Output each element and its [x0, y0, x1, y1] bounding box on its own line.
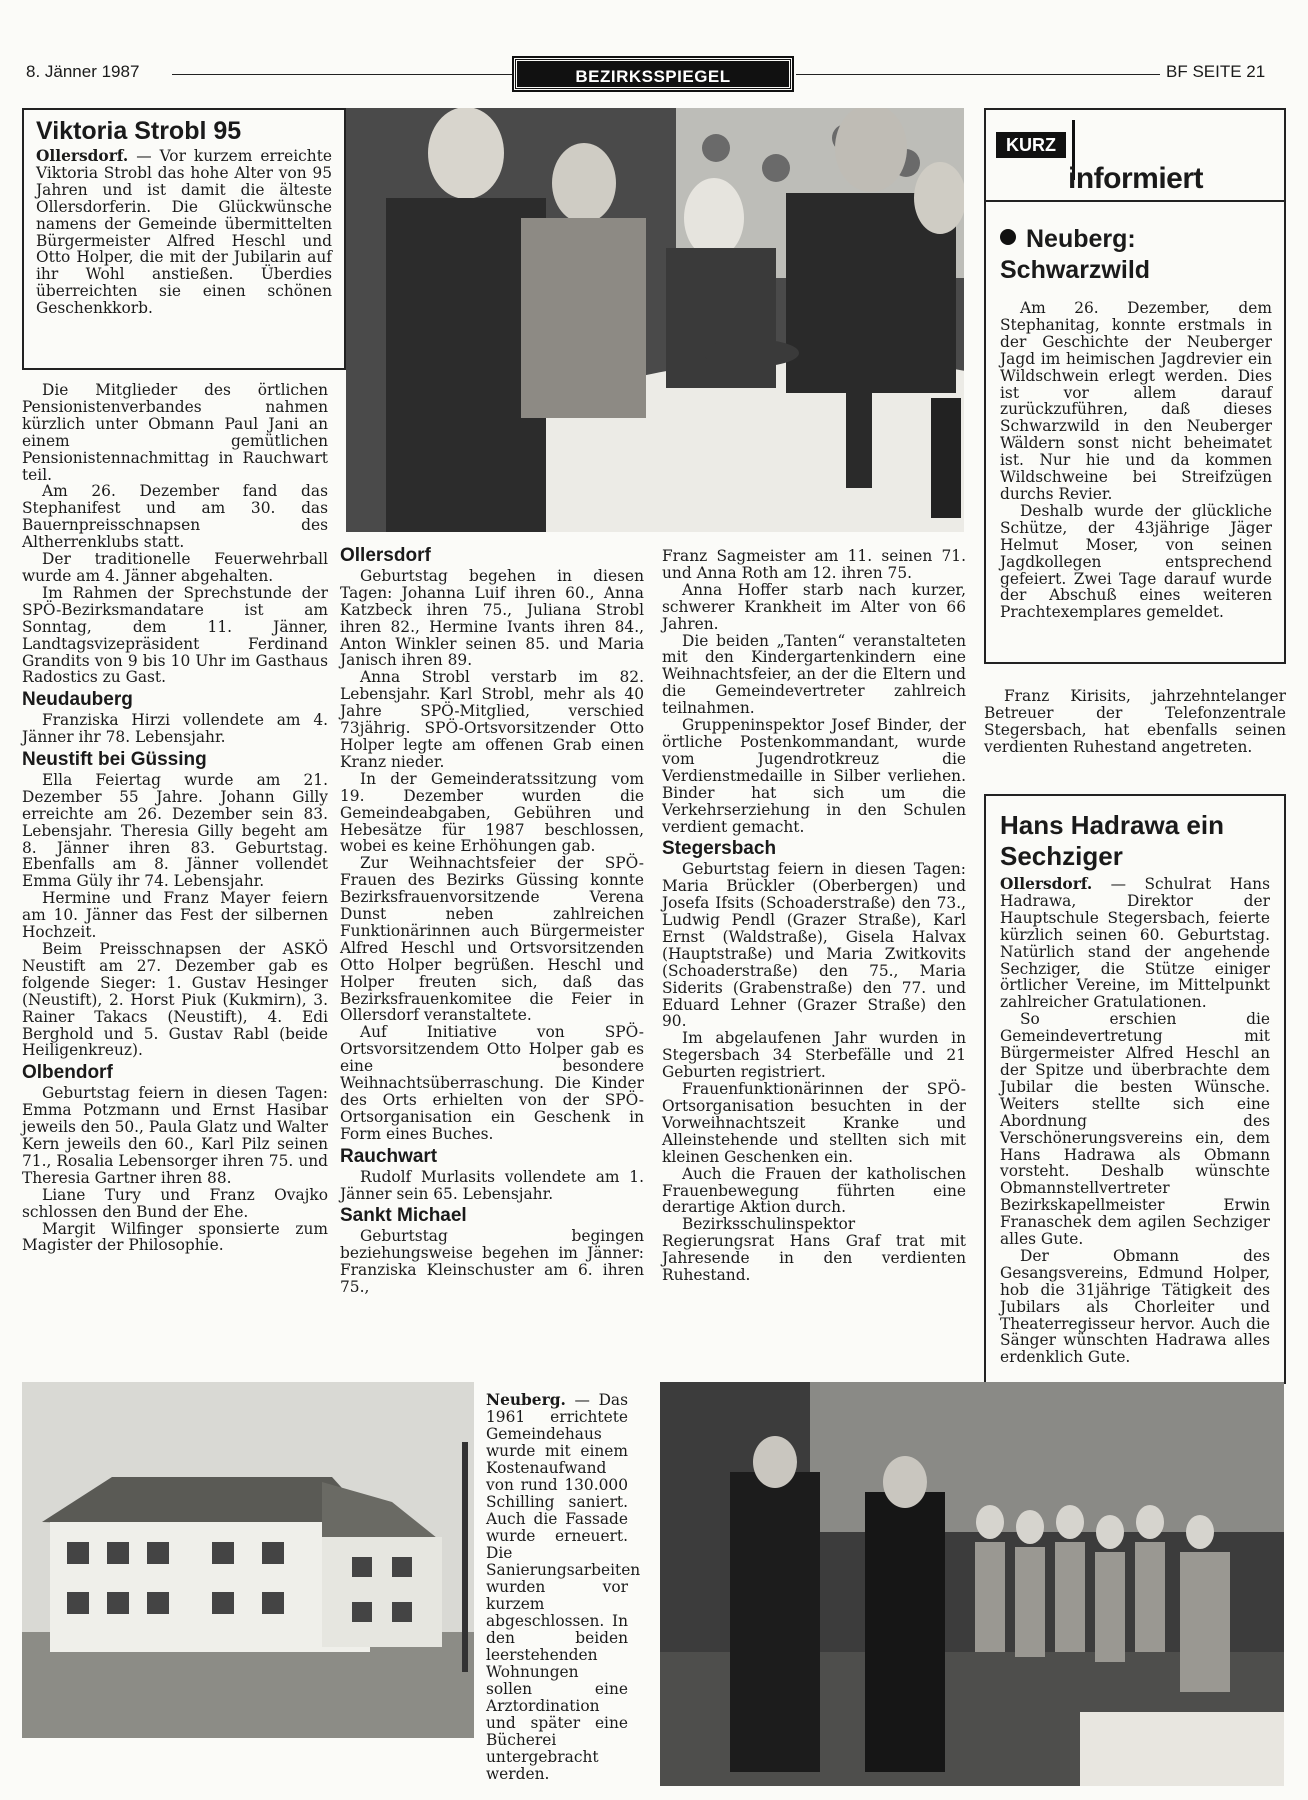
heading-sankt-michael: Sankt Michael	[340, 1205, 467, 1227]
hadrawa-p1: — Schulrat Hans Hadrawa, Direktor der Hauptschule Stegersbach, feierte kürzlich seinen 60. Geburtstag. Natürlich stand der angehende Sechziger, die Stütze einiger örtlicher Vereine, im Mittelpunkt zahlreicher Gratulationen.	[1000, 875, 1270, 1012]
kurz-p1: Am 26. Dezember, dem Stephanitag, konnte erstmals in der Geschichte der Neuberger Jagd im heimischen Jagdrevier ein Wildschwein erlegt werden. Dies ist vor allem darauf zurückzuführen, daß dieses Schwarzwild in den Neuberger Wäldern sonst nicht beheimatet ist. Nur hie und da kommen Wildschweine bei Streifzügen durchs Revier.	[1000, 299, 1272, 503]
kurz-article	[1000, 224, 1272, 621]
heading-rauchwart: Rauchwart	[340, 1145, 438, 1167]
col1-neustift1: Ella Feiertag wurde am 21. Dezember 55 Jahre. Johann Gilly erreichte am 26. Dezember sein 83. Lebensjahr. Theresia Gilly begeht am 8. Jänner ihren 83. Geburtstag. Ebenfalls am 8. Jänner vollendet Emma Güly ihr 74. Lebensjahr.	[22, 770, 328, 891]
hadrawa-p3: Der Obmann des Gesangsvereins, Edmund Holper, hob die 31jährige Tätigkeit des Jubilars als Chorleiter und Theaterregisseur hervor. Auch die Sänger wünschten Hadrawa alles erdenklich Gute.	[1000, 1246, 1270, 1367]
strobl-title: Viktoria Strobl 95	[36, 117, 242, 145]
col1-olbendorf1: Geburtstag feiern in diesen Tagen: Emma Potzmann und Ernst Hasibar jeweils den 50., Paula Glatz und Walter Kern jeweils den 60., Karl Pilz seinen 71., Rosalia Lebensorger ihren 75. und Theresia Gartner ihren 88.	[22, 1084, 328, 1187]
column-1	[22, 382, 328, 1254]
column-3	[662, 548, 966, 1284]
col1-neustift3: Beim Preisschnapsen der ASKÖ Neustift am 27. Dezember gab es folgende Sieger: 1. Gustav Hesinger (Neustift), 2. Horst Piuk (Kukmirn), 3. Rainer Takacs (Neustift), 4. Edi Berghold und 5. Gustav Rabl (beide Heiligenkreuz).	[22, 940, 328, 1060]
col2-p2: Anna Strobl verstarb im 82. Lebensjahr. Karl Strobl, mehr als 40 Jahre SPÖ-Mitglied, verschied 73jährig. SPÖ-Ortsvorsitzender Otto Holper legte am offenen Grab einen Kranz nieder.	[340, 668, 644, 771]
weihnachtsfeier-illustration	[660, 1382, 1284, 1786]
col1-olbendorf2: Liane Tury und Franz Ovajko schlossen den Bund der Ehe.	[22, 1185, 328, 1221]
col3-s2: Im abgelaufenen Jahr wurden in Stegersbach 34 Sterbefälle und 21 Geburten registriert.	[662, 1029, 966, 1082]
col1-p2: Am 26. Dezember fand das Stephanifest und am 30. das Bauernpreisschnapsen des Altherrenklubs statt.	[22, 482, 328, 552]
heading-ollersdorf: Ollersdorf	[340, 545, 431, 566]
strobl-box	[22, 108, 346, 370]
col2-p3: In der Gemeinderatssitzung vom 19. Dezember wurden die Gemeindeabgaben, Gebühren und Hebesätze für 1987 beschlossen, wobei es keine Erhöhungen gab.	[340, 769, 644, 856]
col3-p2: Anna Hoffer starb nach kurzer, schwerer Krankheit im Alter von 66 Jahren.	[662, 580, 966, 633]
col3-p1: Franz Sagmeister am 11. seinen 71. und Anna Roth am 12. ihren 75.	[662, 547, 966, 582]
kirisits-article	[984, 688, 1286, 756]
gemeindehaus-illustration	[22, 1382, 474, 1738]
kurz-informiert-box	[984, 108, 1286, 664]
col3-s1: Geburtstag feiern in diesen Tagen: Maria Brückler (Oberbergen) und Josefa Ifsits (Schoaderstraße) den 73., Ludwig Pendl (Grazer Straße), Karl Ernst (Waldstraße), Gisela Halvax (Hauptstraße) und Maria Zwitkovits (Schoaderstraße) den 75., Maria Siderits (Grabenstraße) den 77. und Eduard Lehner (Grazer Straße) den 90.	[662, 860, 966, 1031]
strobl-body: — Vor kurzem erreichte Viktoria Strobl das hohe Alter von 95 Jahren und ist damit die älteste Ollersdorferin. Die Glückwünsche namens der Gemeinde übermittelten Bürgermeister Alfred Heschl und Otto Holper, die mit der Jubilarin auf ihr Wohl anstießen. Überdies überreichten sie einen schönen Geschenkkorb.	[36, 147, 332, 318]
header-date: 8. Jänner 1987	[26, 62, 140, 81]
col2-rauchwart: Rudolf Murlasits vollendete am 1. Jänner sein 65. Lebensjahr.	[340, 1167, 644, 1203]
col2-p1: Geburtstag begehen in diesen Tagen: Johanna Luif ihren 60., Anna Katzbeck ihren 75., Juliana Strobl ihren 82., Hermine Ivants ihren 84., Anton Winkler seinen 85. und Maria Janisch ihren 89.	[340, 566, 644, 670]
heading-olbendorf: Olbendorf	[22, 1062, 113, 1084]
col3-p4: Gruppeninspektor Josef Binder, der örtliche Postenkommandant, wurde vom Jugendrotkreuz die Verdienstmedaille in Silber verliehen. Binder hat sich um die Verkehrserziehung in den Schulen verdient gemacht.	[662, 716, 966, 836]
col2-michael: Geburtstag begingen beziehungsweise begehen im Jänner: Franziska Kleinschuster am 6. ihren 75.,	[340, 1227, 644, 1297]
col1-olbendorf3: Margit Wilfinger sponsierte zum Magister der Philosophie.	[22, 1219, 328, 1255]
kurz-header	[986, 110, 1284, 202]
col2-p4: Zur Weihnachtsfeier der SPÖ-Frauen des Bezirks Güssing konnte Bezirksfrauenvorsitzende Verena Dunst neben zahlreichen Funktionärinnen auch Bürgermeister Alfred Heschl und Ortsvorsitzenden Otto Holper begrüßen. Heschl und Holper freuten sich, daß das Bezirksfrauenkomitee die Feier in Ollersdorf veranstaltete.	[340, 854, 644, 1025]
hadrawa-title: Hans Hadrawa ein Sechziger	[1000, 810, 1224, 871]
kirisits-text: Franz Kirisits, jahrzehntelanger Betreuer der Telefonzentrale Stegersbach, hat ebenfalls seinen verdienten Ruhestand angetreten.	[984, 687, 1286, 756]
col3-s5: Bezirksschulinspektor Regierungsrat Hans Graf trat mit Jahresende in den verdienten Ruhestand.	[662, 1215, 966, 1285]
neuberg-caption	[486, 1391, 641, 1783]
group-photo-illustration	[346, 108, 964, 532]
heading-neudauberg: Neudauberg	[22, 689, 133, 711]
header-rule-left	[172, 74, 512, 75]
heading-neustift: Neustift bei Güssing	[22, 749, 207, 771]
hadrawa-lead: Ollersdorf.	[1000, 875, 1093, 893]
group-photo	[346, 108, 964, 532]
kurz-word: informiert	[1068, 162, 1204, 195]
col1-p3: Der traditionelle Feuerwehrball wurde am 4. Jänner abgehalten.	[22, 550, 328, 585]
hadrawa-box	[984, 794, 1286, 1384]
strobl-lead: Ollersdorf.	[36, 147, 129, 165]
header-page: BF SEITE 21	[1166, 62, 1266, 81]
column-2	[340, 545, 644, 1297]
kurz-p2: Deshalb wurde der glückliche Schütze, der 43jährige Jäger Helmut Moser, von seinen Jagdkollegen entsprechend gefeiert. Zwei Tage darauf wurde der Abschuß eines weiteren Prachtexemplares gemeldet.	[1000, 501, 1272, 622]
col1-p1: Die Mitglieder des örtlichen Pensionistenverbandes nahmen kürzlich unter Obmann Paul Jani an einem gemütlichen Pensionistennachmittag in Rauchwart teil.	[22, 381, 328, 484]
heading-stegersbach: Stegersbach	[662, 838, 777, 860]
neuberg-caption-text: — Das 1961 errichtete Gemeindehaus wurde mit einem Kostenaufwand von rund 130.000 Schilling saniert. Auch die Fassade wurde erneuert. Die Sanierungsarbeiten wurden vor kurzem abgeschlossen. In den beiden leerstehenden Wohnungen sollen eine Arztordination und später eine Bücherei untergebracht werden.	[486, 1391, 641, 1783]
header-rule-right	[796, 74, 1160, 75]
col3-s4: Auch die Frauen der katholischen Frauenbewegung führten eine derartige Aktion durch.	[662, 1164, 966, 1217]
col3-s3: Frauenfunktionärinnen der SPÖ-Ortsorganisation besuchten in der Vorweihnachtszeit Kranke und Alleinstehende und stellten sich mit kleinen Geschenken ein.	[662, 1080, 966, 1166]
weihnachtsfeier-photo	[660, 1382, 1284, 1786]
kurz-body	[1000, 300, 1272, 621]
kurz-tag: KURZ	[996, 132, 1066, 158]
bullet-icon	[1000, 229, 1016, 245]
section-banner: BEZIRKSSPIEGEL	[514, 58, 792, 90]
col1-neustift2: Hermine und Franz Mayer feiern am 10. Jänner das Fest der silbernen Hochzeit.	[22, 889, 328, 942]
kurz-title	[1000, 224, 1272, 286]
hadrawa-body	[1000, 876, 1270, 1366]
col2-p5: Auf Initiative von SPÖ-Ortsvorsitzendem Otto Holper gab es eine besondere Weihnachtsüberraschung. Die Kinder des Orts erhielten von der SPÖ-Ortsorganisation ein Geschenk in Form eines Buches.	[340, 1023, 644, 1143]
neuberg-caption-lead: Neuberg.	[486, 1391, 566, 1409]
hadrawa-p2: So erschien die Gemeindevertretung mit Bürgermeister Alfred Heschl an der Spitze und überbrachte dem Jubilar die besten Wünsche. Weiters stellte sich eine Abordnung des Verschönerungsvereins ein, dem Hans Hadrawa als Obmann vorsteht. Deshalb wünschte Obmannstellvertreter Bezirkskapellmeister Erwin Franaschek dem agilen Sechziger alles Gute.	[1000, 1010, 1270, 1249]
col3-p3: Die beiden „Tanten“ veranstalteten mit den Kindergartenkindern eine Weihnachtsfeier, an der die Eltern und die Gemeindevertreter zahlreich teilnahmen.	[662, 631, 966, 718]
col1-neudauberg: Franziska Hirzi vollendete am 4. Jänner ihr 78. Lebensjahr.	[22, 711, 328, 747]
strobl-text	[36, 148, 332, 317]
col1-p4: Im Rahmen der Sprechstunde der SPÖ-Bezirksmandatare ist am Sonntag, dem 11. Jänner, Landtagsvizepräsident Ferdinand Grandits von 9 bis 10 Uhr im Gasthaus Radostics zu Gast.	[22, 583, 328, 687]
gemeindehaus-photo	[22, 1382, 474, 1738]
kurz-title-text: Neuberg: Schwarzwild	[1000, 225, 1151, 284]
